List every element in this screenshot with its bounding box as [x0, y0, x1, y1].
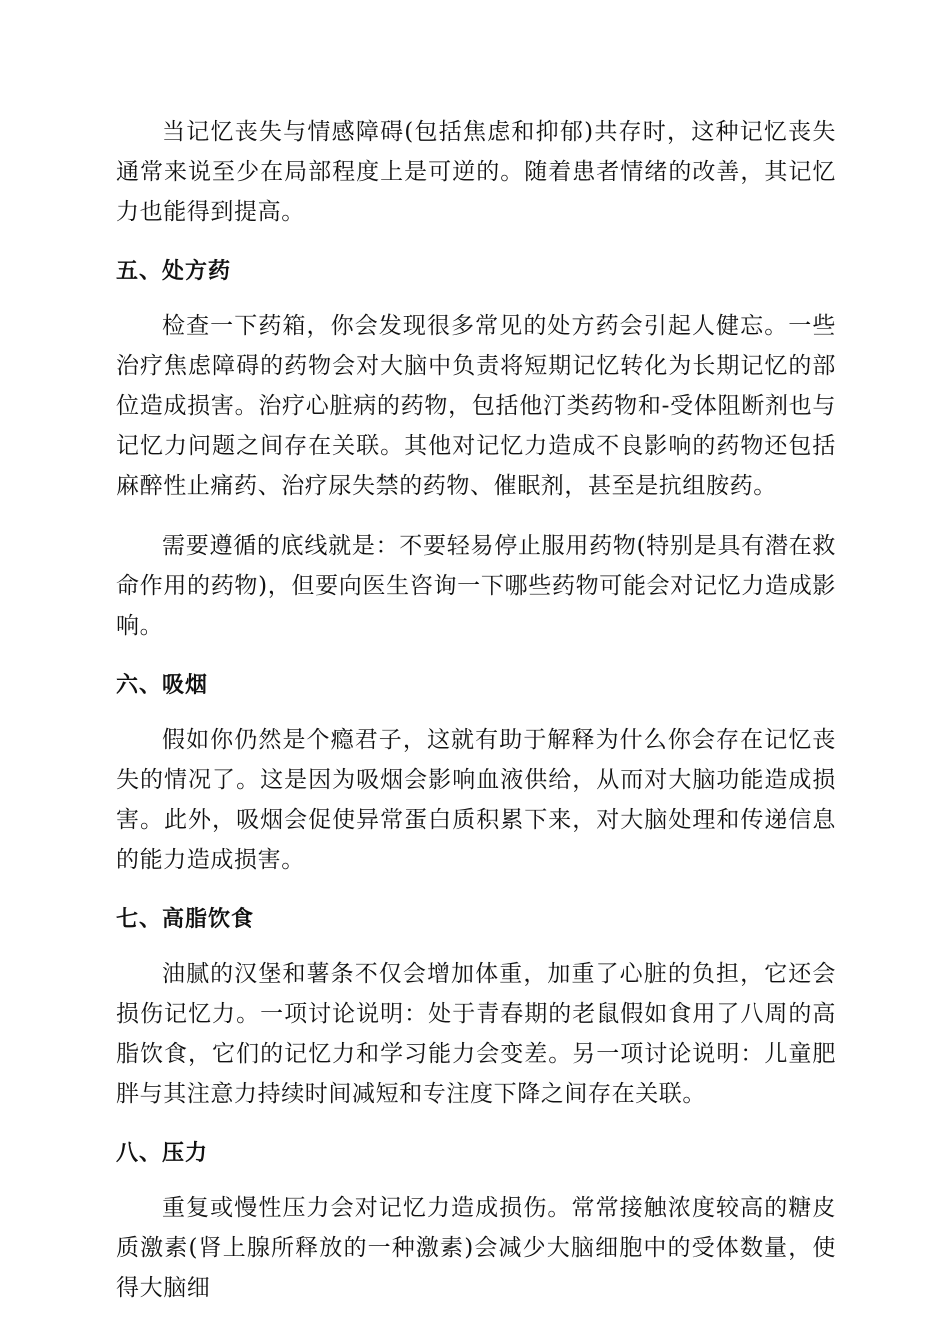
heading-prescription-drugs: 五、处方药 [116, 259, 232, 284]
paragraph-memory-emotion: 当记忆丧失与情感障碍(包括焦虑和抑郁)共存时，这种记忆丧失通常来说至少在局部程度上是可逆的。随着患者情绪的改善，其记忆力也能得到提高。 [116, 119, 836, 225]
paragraph-bottom-line: 需要遵循的底线就是：不要轻易停止服用药物(特别是具有潜在救命作用的药物)，但要向医生咨询一下哪些药物可能会对记忆力造成影响。 [116, 533, 836, 639]
heading-smoking: 六、吸烟 [116, 673, 209, 698]
heading-stress: 八、压力 [116, 1141, 209, 1166]
paragraph-prescription-drugs: 检查一下药箱，你会发现很多常见的处方药会引起人健忘。一些治疗焦虑障碍的药物会对大脑中负责将短期记忆转化为长期记忆的部位造成损害。治疗心脏病的药物，包括他汀类药物和-受体阻断剂也与记忆力问题之间存在关联。其他对记忆力造成不良影响的药物还包括麻醉性止痛药、治疗尿失禁的药物、催眠剂，甚至是抗组胺药。 [116, 313, 836, 499]
paragraph-smoking: 假如你仍然是个瘾君子，这就有助于解释为什么你会存在记忆丧失的情况了。这是因为吸烟会影响血液供给，从而对大脑功能造成损害。此外，吸烟会促使异常蛋白质积累下来，对大脑处理和传递信息的能力造成损害。 [116, 727, 836, 873]
document-body [116, 112, 836, 1328]
paragraph-stress: 重复或慢性压力会对记忆力造成损伤。常常接触浓度较高的糖皮质激素(肾上腺所释放的一种激素)会减少大脑细胞中的受体数量，使得大脑细 [116, 1195, 836, 1301]
heading-high-fat-diet: 七、高脂饮食 [116, 907, 255, 932]
paragraph-high-fat-diet: 油腻的汉堡和薯条不仅会增加体重，加重了心脏的负担，它还会损伤记忆力。一项讨论说明：处于青春期的老鼠假如食用了八周的高脂饮食，它们的记忆力和学习能力会变差。另一项讨论说明：儿童肥胖与其注意力持续时间减短和专注度下降之间存在关联。 [116, 961, 836, 1107]
